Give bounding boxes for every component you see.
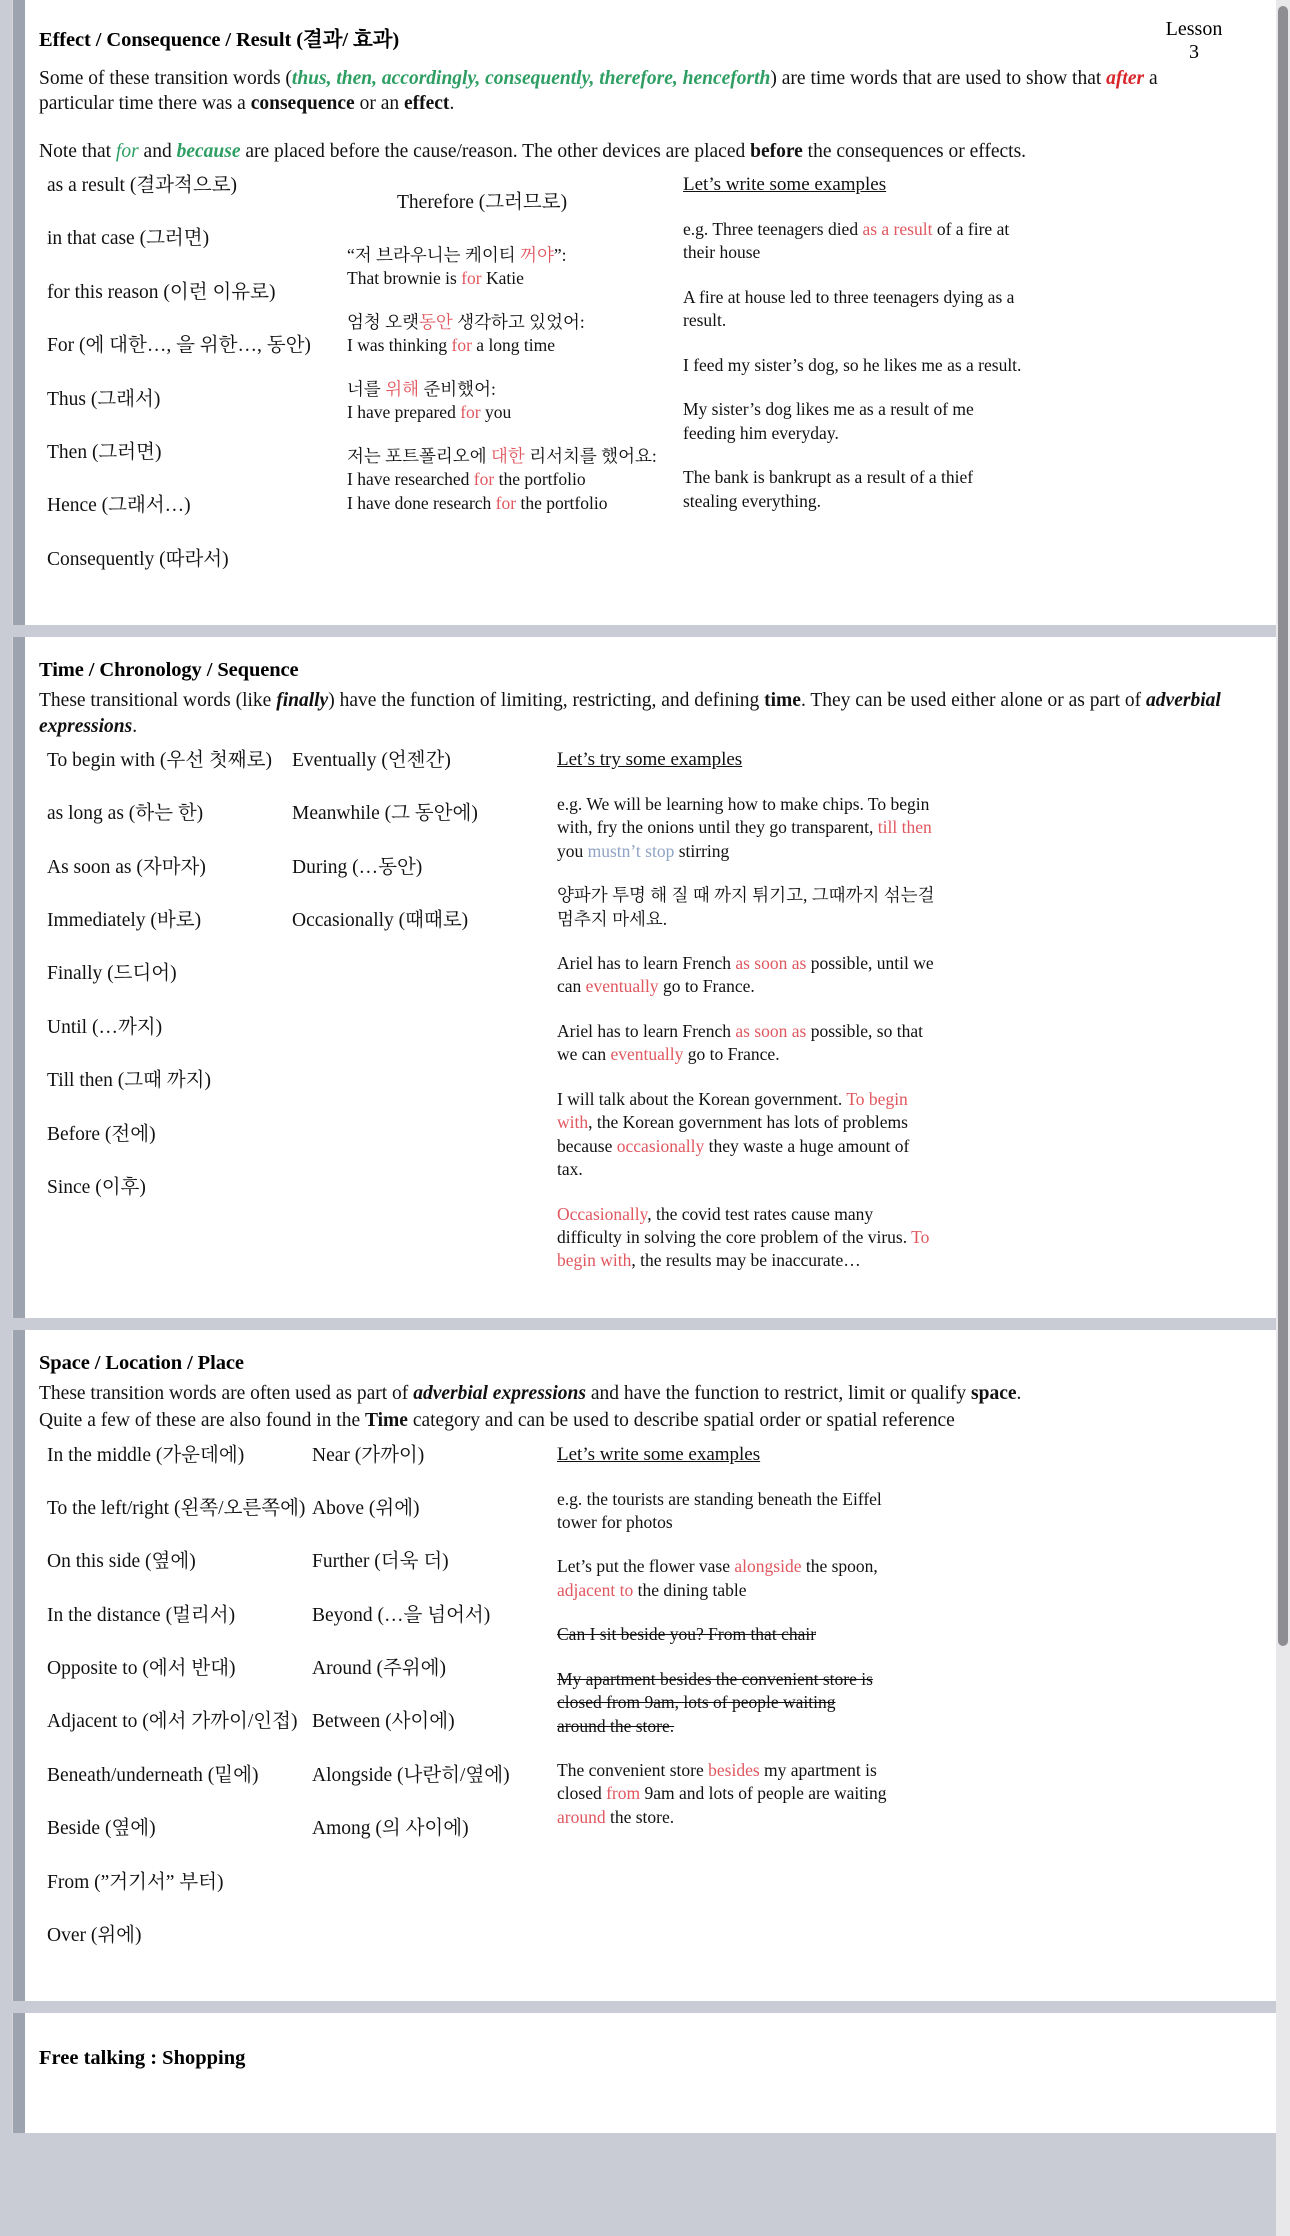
list-item: Meanwhile (그 동안에) [292,803,478,825]
time-term-list-middle [292,749,557,963]
effect-term-list [39,174,347,601]
highlight-green: for [115,140,139,162]
effect-columns [39,174,1250,601]
list-item: Thus (그래서) [47,388,161,410]
list-item: Further (더욱 더) [312,1551,449,1573]
time-columns [39,749,1250,1294]
slide-header [39,659,1250,685]
page-title: Time / Chronology / Sequence [39,659,299,682]
list-item: Until (…까지) [47,1016,163,1038]
english-line [347,334,677,357]
list-item: Consequently (따라서) [47,548,229,570]
text-fragment: Ariel has to learn French [557,953,736,974]
list-item: During (…동안) [292,856,423,878]
text-fragment: stirring [674,840,730,861]
text-fragment: 엄청 오랫 [347,311,419,332]
text-fragment: category and can be used to describe spatial order or spatial reference [407,1410,955,1432]
example-item: The bank is bankrupt as a result of a thief stealing everything. [683,467,974,511]
highlight-pink: eventually [610,1044,684,1065]
text-fragment: Quite a few of these are also found in the [39,1410,365,1432]
example-pair [347,244,677,291]
text-fragment: are placed before the cause/reason. The other devices are placed [240,140,751,162]
therefore-heading: Therefore (그러므로) [397,192,568,214]
list-item: Since (이후) [47,1176,146,1198]
highlight-pink: occasionally [616,1135,705,1156]
slide-free-talking-shopping [12,2013,1276,2133]
slide-header [39,1352,1250,1378]
list-item: Till then (그때 까지) [47,1070,212,1092]
effect-examples-column [677,174,1250,534]
text-fragment: 9am and lots of people are waiting [640,1783,887,1804]
list-item: Before (전에) [47,1123,156,1145]
example-item [557,1555,887,1602]
example-item [557,1020,937,1067]
example-item: e.g. the tourists are standing beneath the Eiffel tower for photos [557,1488,882,1532]
text-fragment: 준비했어: [419,378,496,399]
highlight-pink: alongside [734,1556,802,1577]
text-fragment: Ariel has to learn French [557,1020,736,1041]
example-pair [347,445,677,515]
effect-intro-paragraph-1 [39,66,1229,117]
text-fragment: ”: [553,245,567,266]
text-fragment: . They can be used either alone or as part of [800,690,1147,712]
list-item: Finally (드디어) [47,963,177,985]
highlight-pink: 꺼야 [520,245,554,266]
text-fragment: Some of these transition words ( [39,68,292,89]
list-item: in that case (그러면) [47,228,210,250]
time-examples-column [557,749,1250,1294]
text-fragment: ) have the function of limiting, restricting, and defining [328,690,765,712]
text-fragment: the consequences or effects. [802,140,1027,162]
examples-heading: Let’s try some examples [557,748,743,770]
english-line [347,401,677,424]
list-item: Beside (옆에) [47,1818,156,1840]
highlight-pink: Occasionally [557,1203,648,1224]
list-item: Beneath/underneath (밑에) [47,1764,259,1786]
list-item: Between (사이에) [312,1711,455,1733]
example-item: I feed my sister’s dog, so he likes me as a result. [683,354,1022,375]
list-item: as a result (결과적으로) [47,175,238,197]
korean-line [347,311,677,334]
list-item: Then (그러면) [47,441,162,463]
bold-term: consequence [250,93,355,115]
highlight-pink: for [495,492,517,513]
highlight-pink: eventually [585,976,659,997]
text-fragment: ) are time words that are used to show that [770,68,1107,89]
list-item: Above (위에) [312,1497,420,1519]
highlight-pink: as a result [862,219,933,240]
space-examples-column [557,1444,1250,1851]
text-fragment: , the Korean government has lots of problems because [557,1112,908,1156]
list-item: In the middle (가운데에) [47,1444,245,1466]
slide-effect-consequence-result [12,0,1276,625]
slide-time-chronology-sequence [12,637,1276,1318]
bold-term: effect [403,93,450,115]
english-line-alt [347,492,677,515]
highlight-pink: as soon as [735,953,807,974]
highlight-pink: till then [877,817,932,838]
text-fragment: the store. [605,1806,675,1827]
text-fragment: e.g. We will be learning how to make chips. To begin with, fry the onions until they go transparent, [557,793,930,838]
bold-term: space [971,1382,1017,1404]
highlight-pink: 대한 [491,445,525,466]
text-fragment: a long time [471,335,556,356]
lesson-label: Lesson [1165,18,1223,40]
example-item: A fire at house led to three teenagers dying as a result. [683,286,1015,331]
highlight-pink: as soon as [735,1020,807,1041]
text-fragment: go to France. [658,976,755,997]
list-item: On this side (옆에) [47,1551,196,1573]
lesson-number: 3 [1189,41,1199,64]
example-item-struck: Can I sit beside you? From that chair [557,1624,817,1645]
list-item: Among (의 사이에) [312,1818,469,1840]
text-fragment: . [1016,1382,1022,1404]
slide-left-rail [13,1330,25,2002]
text-fragment: I have prepared [347,402,461,423]
space-intro-paragraph-2 [39,1408,1250,1433]
highlight-green: thus, then, accordingly, consequently, therefore, henceforth [291,68,771,89]
text-fragment: I was thinking [347,335,452,356]
slide-bottom-spacer [39,601,1250,615]
list-item: For (에 대한…, 을 위한…, 동안) [47,335,311,357]
highlight-pink: for [460,402,481,423]
page-title: Free talking : Shopping [39,2047,246,2070]
text-fragment: Note that [39,140,116,162]
example-item [557,793,937,863]
text-fragment: e.g. Three teenagers died [683,219,863,240]
example-item [557,1759,887,1829]
text-fragment: you [480,402,512,423]
example-item [683,218,1028,265]
bold-italic-term: adverbial expressions [39,690,1221,737]
highlight-pink: To begin with [557,1088,908,1133]
list-item: as long as (하는 한) [47,803,204,825]
highlight-red: after [1106,68,1145,89]
list-item: Around (주위에) [312,1658,446,1680]
text-fragment: I have done research [347,492,496,513]
list-item: Alongside (나란히/옆에) [312,1764,510,1786]
list-item: Hence (그래서…) [47,495,191,517]
text-fragment: , the results may be inaccurate… [631,1250,861,1271]
example-pair [347,311,677,358]
list-item: Occasionally (때때로) [292,910,469,932]
slide-space-location-place [12,1330,1276,2002]
text-fragment: . [132,715,138,737]
example-item: My sister’s dog likes me as a result of me feeding him everyday. [683,399,974,443]
text-fragment: “저 브라우니는 케이티 [347,245,521,266]
time-term-list-left [39,749,292,1230]
slide-header [39,18,1250,64]
list-item: In the distance (멀리서) [47,1604,236,1626]
text-fragment: possible, so that we can [557,1020,923,1065]
page-title: Space / Location / Place [39,1351,244,1374]
highlight-pink: To begin with [557,1226,930,1271]
korean-line [347,378,677,401]
text-fragment: a particular time there was a [39,68,1158,115]
bold-italic-term: adverbial expressions [413,1382,586,1404]
highlight-pink: besides [708,1760,760,1781]
bold-term: before [750,140,803,162]
korean-line [347,445,677,468]
example-item [557,1203,937,1273]
english-line [347,267,677,290]
highlight-green: because [176,140,241,162]
text-fragment: These transitional words (like [39,690,277,712]
text-fragment: That brownie is [347,268,462,289]
text-fragment: , the covid test rates cause many difficulty in solving the core problem of the virus. [557,1203,912,1247]
space-columns [39,1444,1250,1978]
list-item: From (”거기서” 부터) [47,1871,224,1893]
highlight-pink: for [473,469,495,490]
highlight-blue: mustn’t stop [587,840,675,861]
example-pair [347,378,677,425]
text-fragment: the portfolio [516,492,608,513]
list-item: To begin with (우선 첫째로) [47,749,272,771]
space-intro-paragraph-1 [39,1381,1229,1406]
lesson-indicator [1146,18,1242,64]
text-fragment: 생각하고 있었어: [452,311,585,332]
highlight-pink: for [461,268,482,289]
slide-left-rail [13,637,25,1318]
text-fragment: The convenient store [557,1760,709,1781]
example-item [557,1088,937,1182]
list-item: Beyond (…을 넘어서) [312,1604,491,1626]
slide-left-rail [13,2013,25,2133]
slide-bottom-spacer [39,1294,1250,1308]
list-item: Opposite to (에서 반대) [47,1658,236,1680]
example-item [557,952,937,999]
slide-left-rail [13,0,25,625]
text-fragment: the portfolio [494,469,586,490]
text-fragment: and have the function to restrict, limit or qualify [585,1382,972,1404]
text-fragment: and [138,140,177,162]
text-fragment: . [449,93,455,115]
bold-term: time [764,690,801,712]
text-fragment: you [557,840,588,861]
text-fragment: possible, until we can [557,953,934,997]
text-fragment: of a fire at their house [683,219,1010,263]
text-fragment: the dining table [633,1579,747,1600]
text-fragment: go to France. [683,1044,780,1065]
example-item: 양파가 투명 해 질 때 까지 튀기고, 그때까지 섞는걸 멈추지 마세요. [557,885,935,929]
highlight-pink: around [557,1806,606,1827]
list-item: Immediately (바로) [47,910,202,932]
space-term-list-left [39,1444,312,1978]
highlight-pink: 동안 [419,311,453,332]
list-item: Eventually (언젠간) [292,749,451,771]
text-fragment: I will talk about the Korean government. [557,1088,847,1109]
list-item: To the left/right (왼쪽/오른쪽에) [47,1497,306,1519]
highlight-pink: 위해 [385,378,419,399]
effect-intro-paragraph-2 [39,139,1229,164]
slide-bottom-spacer [39,1977,1250,1991]
example-item-struck: My apartment besides the convenient store is closed from 9am, lots of people waiting around the store. [557,1668,873,1736]
effect-middle-column [347,174,677,535]
text-fragment: Let’s put the flower vase [557,1556,735,1577]
list-item: Adjacent to (에서 가까이/인접) [47,1711,298,1733]
text-fragment: 너를 [347,378,386,399]
page-title: Effect / Consequence / Result (결과/ 효과) [39,29,400,51]
text-fragment: 리서치를 했어요: [524,445,657,466]
text-fragment: they waste a huge amount of tax. [557,1135,910,1180]
text-fragment: the spoon, [801,1556,878,1577]
text-fragment: 저는 포트폴리오에 [347,445,491,466]
text-fragment: Katie [481,268,524,289]
time-intro-paragraph [39,688,1229,739]
list-item: Over (위에) [47,1925,142,1947]
text-fragment: These transition words are often used as part of [39,1382,414,1404]
text-fragment: or an [354,93,404,115]
korean-line [347,244,677,267]
bold-italic-term: finally [276,690,329,712]
examples-heading: Let’s write some examples [683,174,887,196]
english-line [347,468,677,491]
space-term-list-middle [312,1444,557,1871]
highlight-pink: adjacent to [557,1579,634,1600]
highlight-pink: from [606,1783,641,1804]
bold-term: Time [364,1410,408,1432]
list-item: Near (가까이) [312,1444,425,1466]
list-item: for this reason (이런 이유로) [47,281,276,303]
examples-heading: Let’s write some examples [557,1443,761,1465]
highlight-pink: for [451,335,472,356]
text-fragment: my apartment is closed [557,1760,877,1804]
list-item: As soon as (자마자) [47,856,206,878]
text-fragment: I have researched [347,469,474,490]
